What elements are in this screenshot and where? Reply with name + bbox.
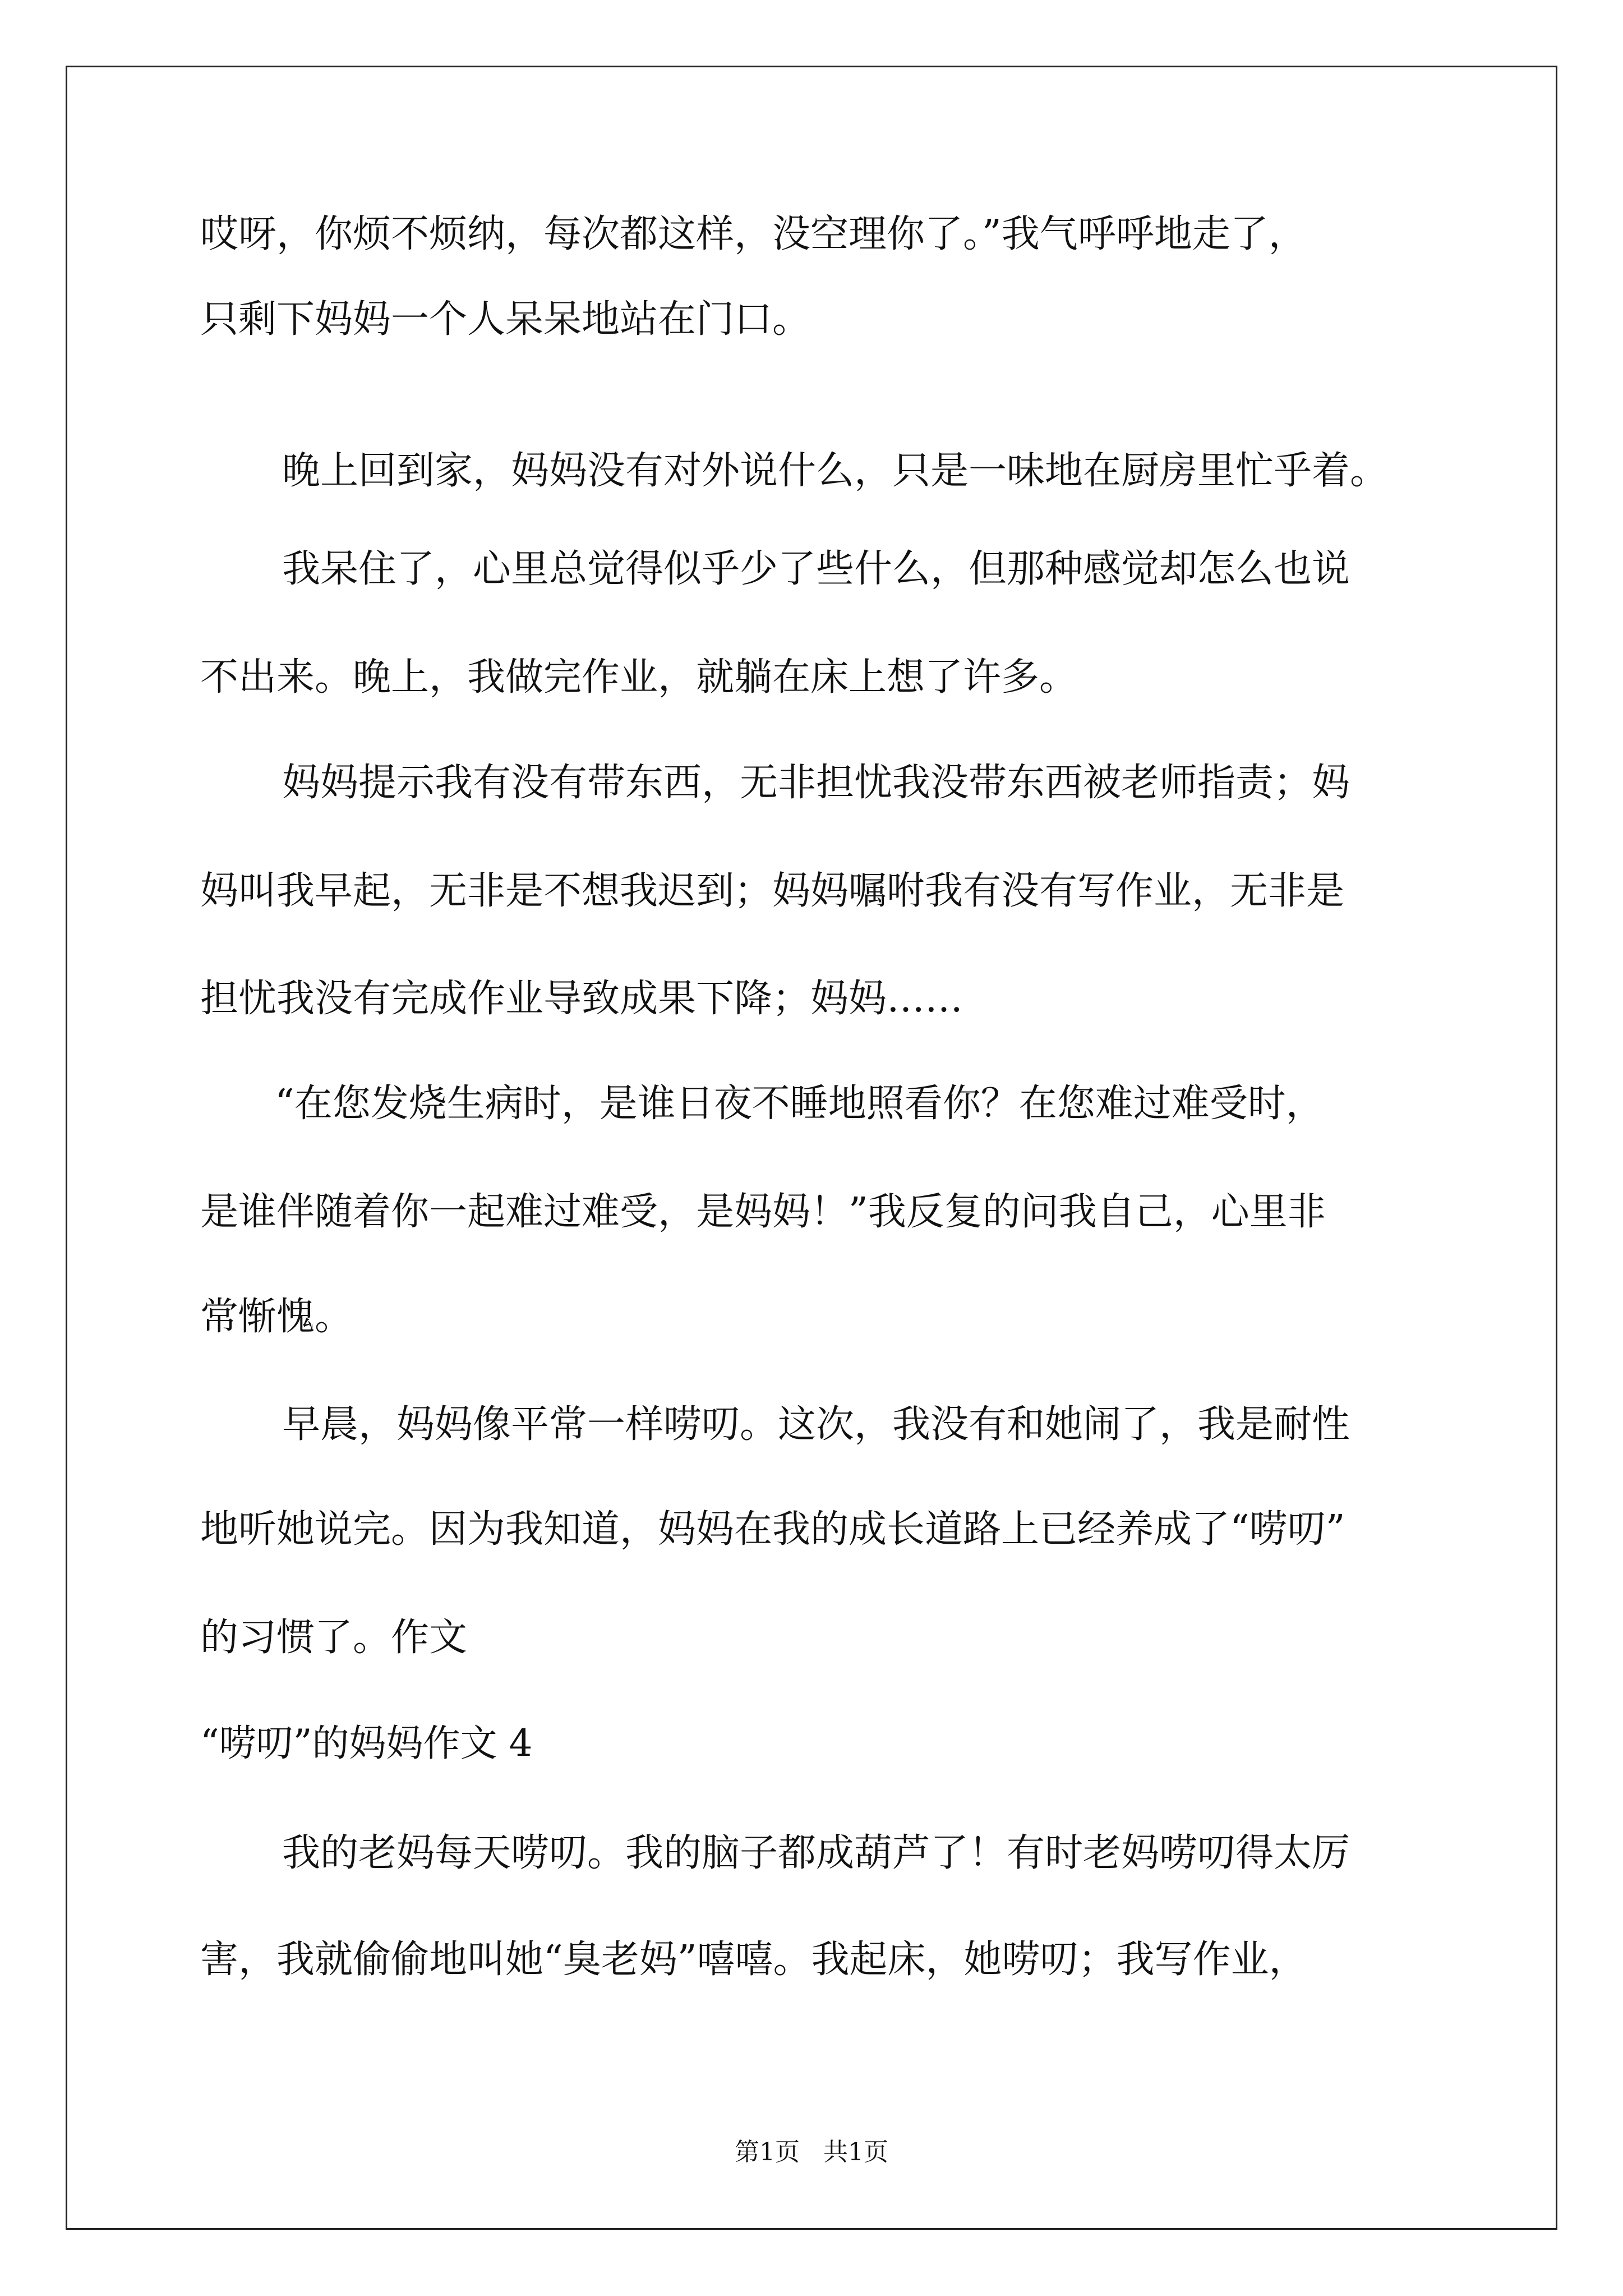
- section-heading: “唠叨”的妈妈作文 4: [200, 1722, 533, 1765]
- text-line: 妈叫我早起，无非是不想我迟到；妈妈嘱咐我有没有写作业，无非是: [200, 869, 1345, 913]
- text-line: 只剩下妈妈一个人呆呆地站在门口。: [200, 297, 811, 342]
- paragraph-start: 妈妈提示我有没有带东西，无非担忧我没带东西被老师指责；妈: [282, 761, 1350, 805]
- text-line: 担忧我没有完成作业导致成果下降；妈妈……: [200, 977, 963, 1021]
- text-line: 是谁伴随着你一起难过难受，是妈妈！”我反复的问我自己，心里非: [200, 1190, 1326, 1234]
- page-border: [66, 66, 1557, 2230]
- paragraph-start: 晚上回到家，妈妈没有对外说什么，只是一味地在厨房里忙乎着。: [282, 449, 1389, 493]
- paragraph-start: “在您发烧生病时，是谁日夜不睡地照看你？在您难过难受时，: [275, 1082, 1324, 1126]
- page-footer: 第1页 共1页: [735, 2138, 888, 2166]
- text-line: 的习惯了。作文: [200, 1616, 468, 1660]
- text-line: 哎呀，你烦不烦纳，每次都这样，没空理你了。”我气呼呼地走了，: [200, 212, 1307, 256]
- paragraph-start: 我呆住了，心里总觉得似乎少了些什么，但那种感觉却怎么也说: [282, 547, 1350, 591]
- text-line: 常惭愧。: [200, 1295, 353, 1339]
- text-line: 地听她说完。因为我知道，妈妈在我的成长道路上已经养成了“唠叨”: [200, 1507, 1345, 1552]
- text-line: 不出来。晚上，我做完作业，就躺在床上想了许多。: [200, 655, 1078, 700]
- paragraph-start: 我的老妈每天唠叨。我的脑子都成葫芦了！有时老妈唠叨得太厉: [282, 1831, 1350, 1875]
- text-line: 害，我就偷偷地叫她“臭老妈”嘻嘻。我起床，她唠叨；我写作业，: [200, 1938, 1307, 1982]
- paragraph-start: 早晨，妈妈像平常一样唠叨。这次，我没有和她闹了，我是耐性: [282, 1402, 1350, 1447]
